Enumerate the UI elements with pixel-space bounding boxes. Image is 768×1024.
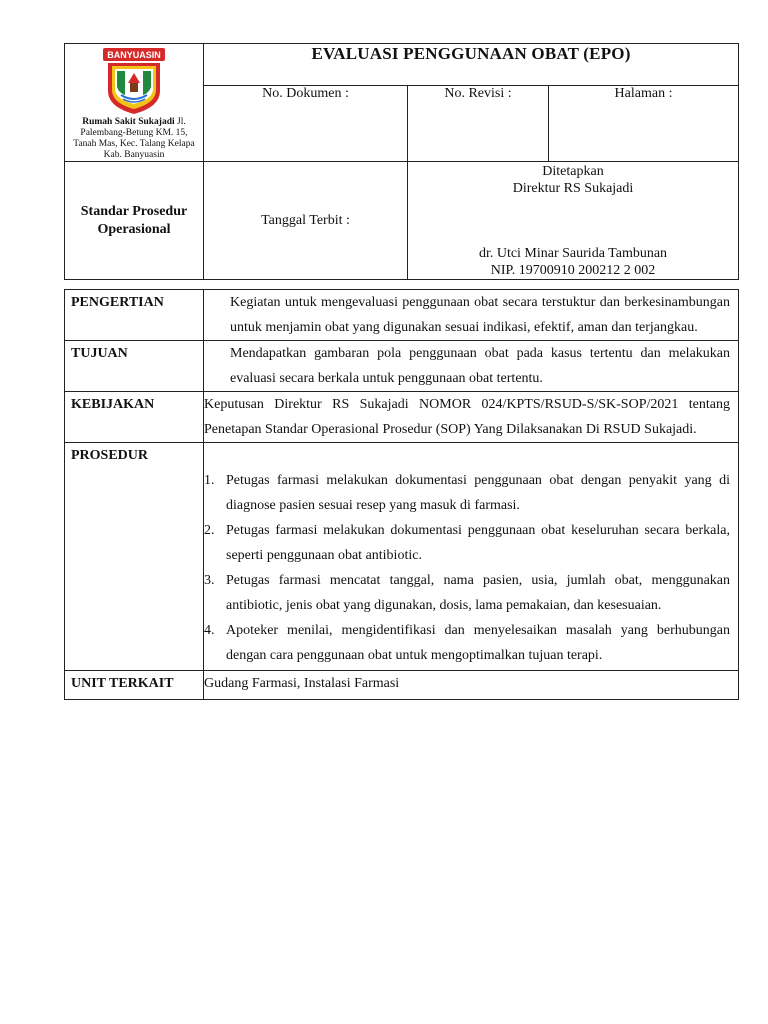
step-text: Petugas farmasi melakukan dokumentasi penggunaan obat keseluruhan secara berkala, seperti penggunaan obat antibiotic. (226, 523, 730, 563)
tujuan-text: Mendapatkan gambaran pola penggunaan obat pada kasus tertentu dan melakukan evaluasi secara berkala untuk penggunaan obat tertentu. (204, 341, 739, 392)
halaman-label: Halaman : (549, 85, 739, 161)
step-text: Petugas farmasi melakukan dokumentasi penggunaan obat dengan penyakit yang di diagnose pasien sesuai resep yang masuk di farmasi. (226, 473, 730, 513)
signer-nip: NIP. 19700910 200212 2 002 (490, 263, 656, 278)
svg-text:BANYUASIN: BANYUASIN (107, 50, 161, 60)
hospital-address-text: Jl. Palembang-Betung KM. 15, Tanah Mas, Kec. Talang Kelapa Kab. Banyuasin (73, 117, 195, 160)
document-title: EVALUASI PENGGUNAAN OBAT (EPO) (204, 44, 739, 86)
tujuan-label: TUJUAN (65, 341, 204, 392)
sop-header-table (64, 43, 739, 280)
step-text: Petugas farmasi mencatat tanggal, nama pasien, usia, jumlah obat, menggunakan antibiotic, jenis obat yang digunakan, dosis, lama pemakaian, dan kesesuaian. (226, 573, 730, 613)
no-revisi-label: No. Revisi : (408, 85, 549, 161)
prosedur-steps-cell (204, 443, 739, 671)
ditetapkan-label: Ditetapkan (542, 164, 604, 179)
row-tujuan (65, 341, 739, 392)
row-prosedur (65, 443, 739, 671)
hospital-logo-cell (65, 44, 204, 162)
step-number: 4. (204, 623, 215, 638)
row-unit-terkait (65, 671, 739, 700)
hospital-name: Rumah Sakit Sukajadi (82, 117, 175, 127)
kebijakan-label: KEBIJAKAN (65, 392, 204, 443)
direktur-label: Direktur RS Sukajadi (512, 181, 634, 196)
signer-name: dr. Utci Minar Saurida Tambunan (478, 246, 668, 261)
unit-terkait-label: UNIT TERKAIT (65, 671, 204, 700)
prosedur-step (204, 618, 730, 668)
prosedur-steps (204, 468, 730, 668)
prosedur-label: PROSEDUR (65, 443, 204, 671)
tanggal-terbit-label: Tanggal Terbit : (204, 162, 408, 280)
pengertian-text: Kegiatan untuk mengevaluasi penggunaan obat secara terstuktur dan berkesinambungan untuk menjamin obat yang digunakan sesuai indikasi, efektif, aman dan terjangkau. (204, 290, 739, 341)
sop-content-table (64, 289, 739, 700)
banyuasin-logo (101, 47, 167, 115)
hospital-address (65, 115, 203, 161)
ditetapkan-cell (408, 162, 739, 280)
sop-label: Standar Prosedur Operasional (65, 162, 204, 280)
row-pengertian (65, 290, 739, 341)
kebijakan-text: Keputusan Direktur RS Sukajadi NOMOR 024/KPTS/RSUD-S/SK-SOP/2021 tentang Penetapan Standar Operasional Prosedur (SOP) Yang Dilaksanakan Di RSUD Sukajadi. (204, 392, 739, 443)
step-number: 3. (204, 573, 215, 588)
step-number: 2. (204, 523, 215, 538)
no-dokumen-label: No. Dokumen : (204, 85, 408, 161)
prosedur-step (204, 568, 730, 618)
step-text: Apoteker menilai, mengidentifikasi dan menyelesaikan masalah yang berhubungan dengan cara penggunaan obat untuk mengoptimalkan tujuan terapi. (226, 623, 730, 663)
row-kebijakan (65, 392, 739, 443)
pengertian-label: PENGERTIAN (65, 290, 204, 341)
prosedur-step (204, 468, 730, 518)
prosedur-step (204, 518, 730, 568)
unit-terkait-text: Gudang Farmasi, Instalasi Farmasi (204, 671, 739, 700)
step-number: 1. (204, 473, 215, 488)
